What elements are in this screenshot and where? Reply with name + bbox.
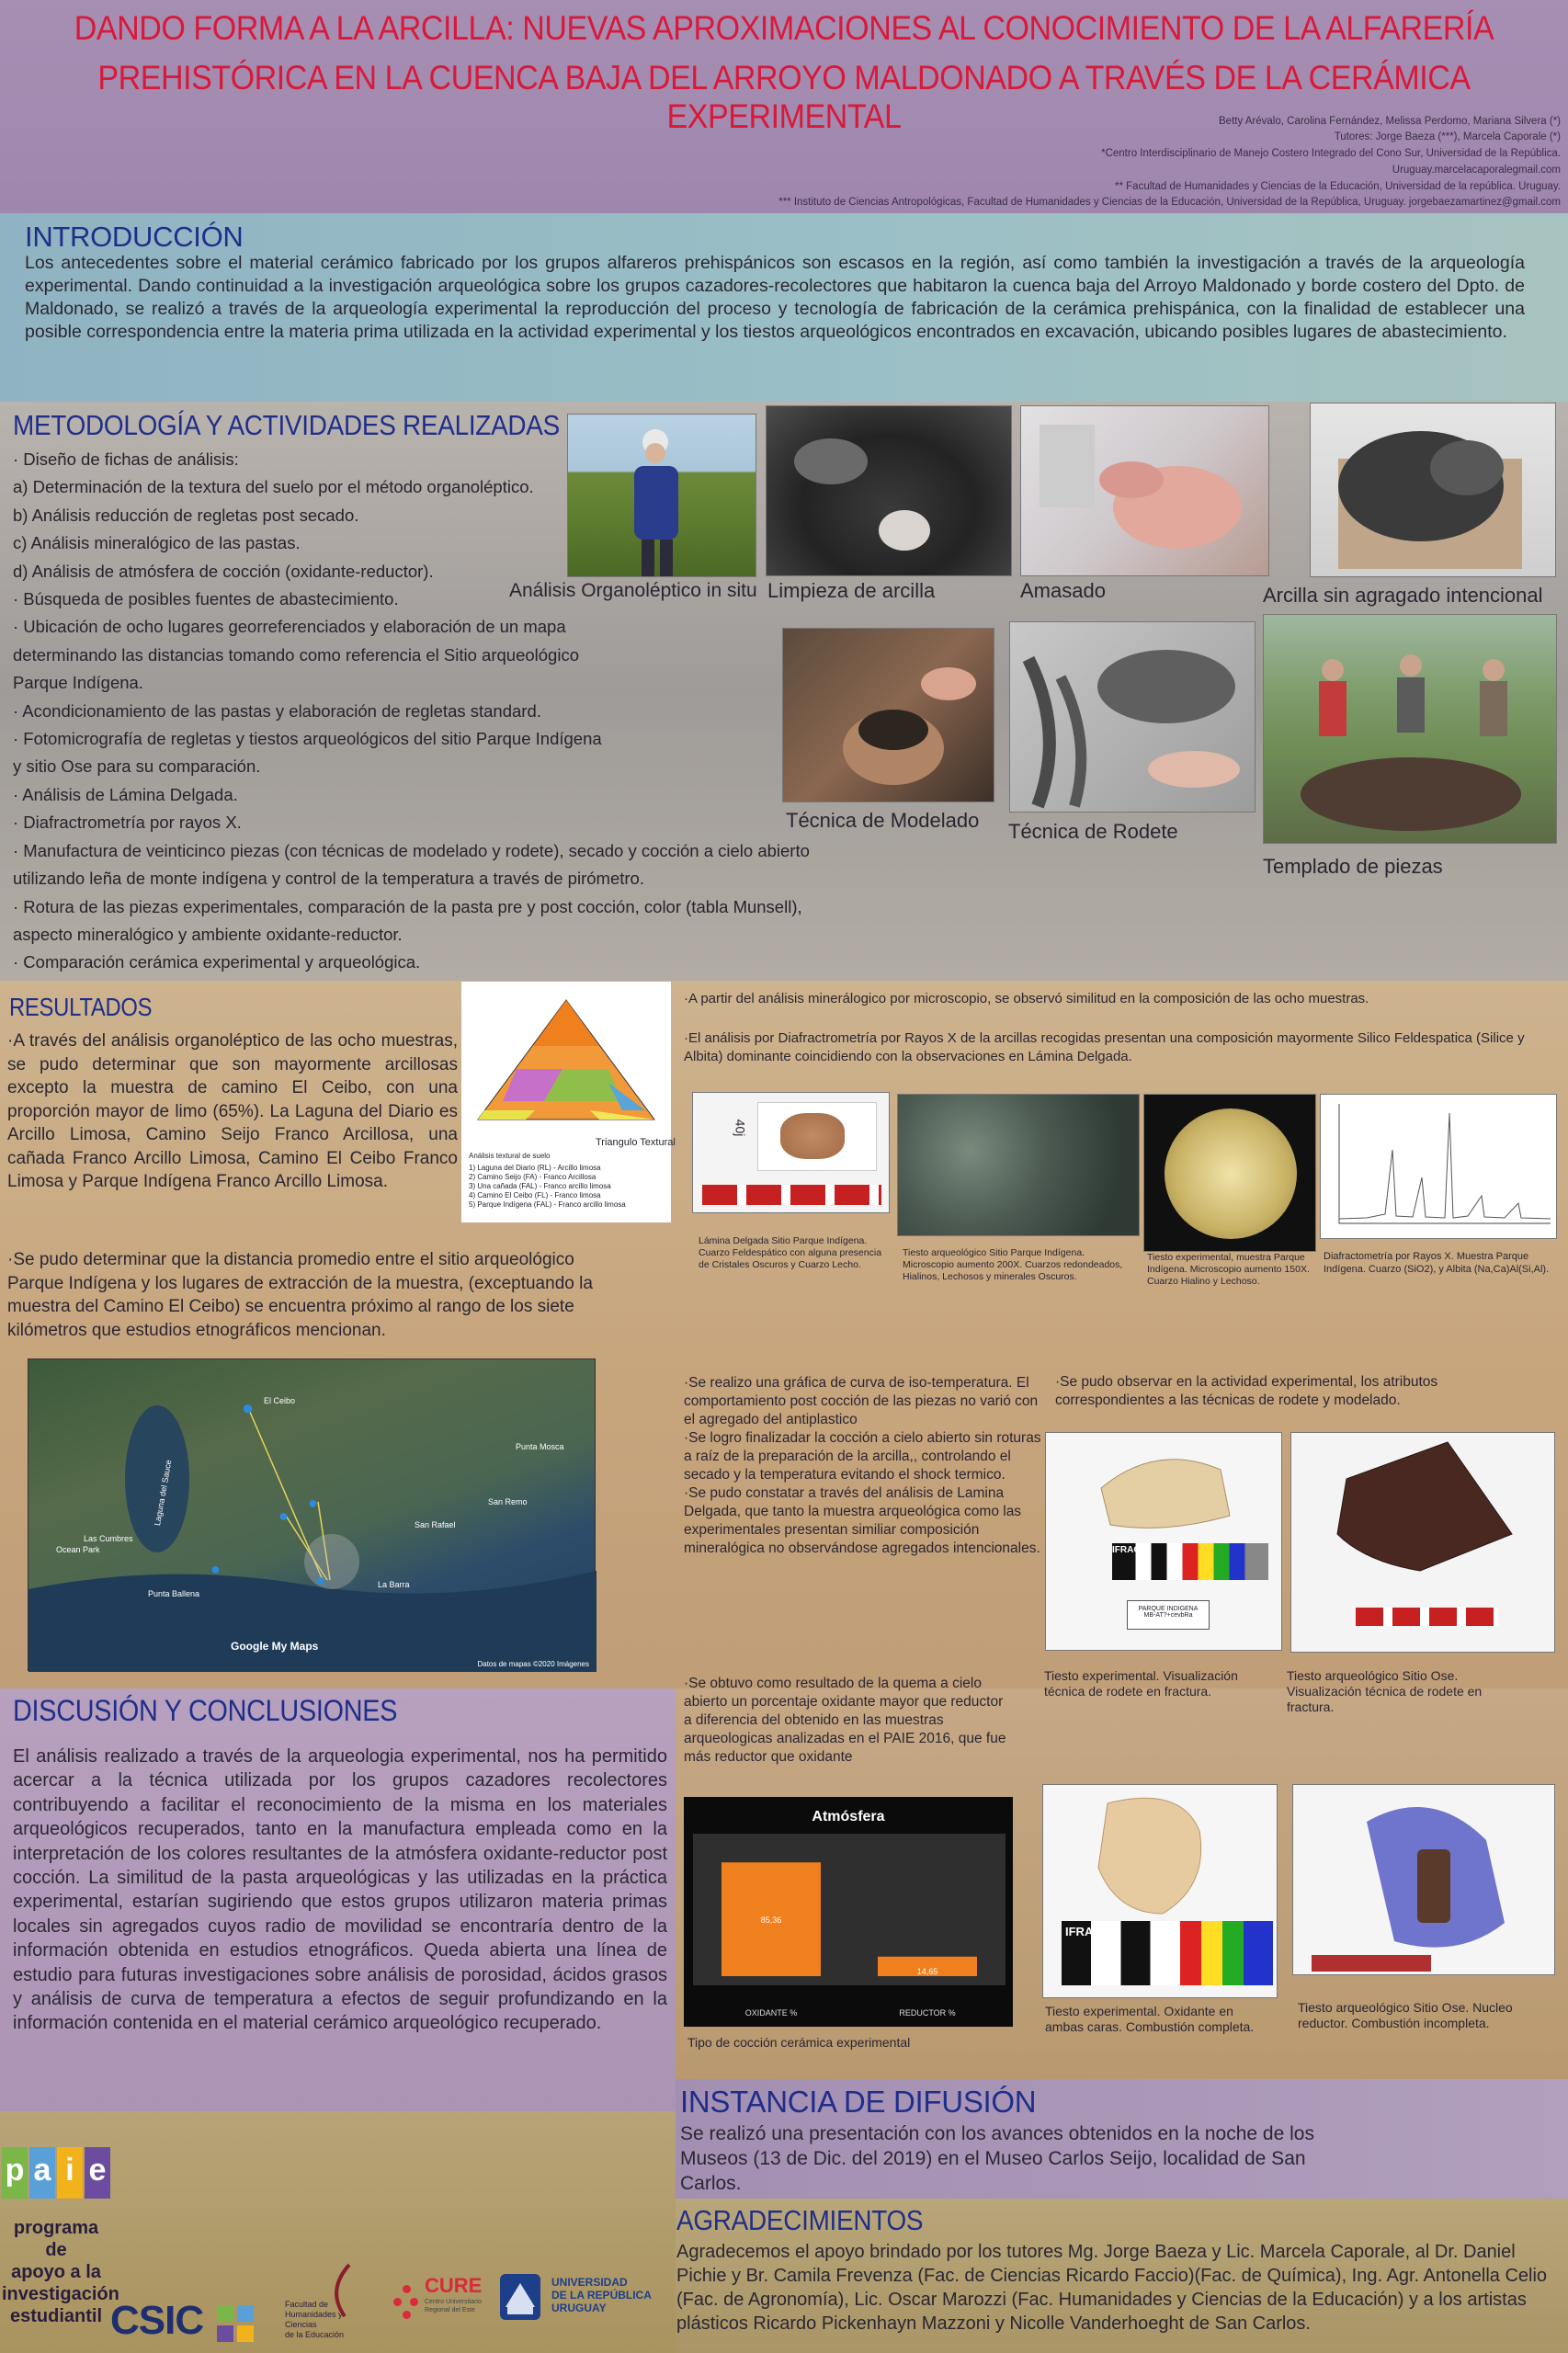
map-pin-icon[interactable]: ● — [308, 1494, 318, 1512]
coil-technique-icon — [1010, 622, 1256, 813]
discusion-heading: DISCUSIÓN Y CONCLUSIONES — [13, 1694, 398, 1727]
tag-site: PARQUE INDIGENA — [1138, 1606, 1199, 1612]
map-label: Punta Ballena — [148, 1589, 200, 1598]
map-attribution: Datos de mapas ©2020 Imágenes — [477, 1660, 589, 1668]
paie-text-line: apoyo a la — [11, 2262, 101, 2282]
caption-lamina: Lámina Delgada Sitio Parque Indígena. Cuarzo Feldespático con alguna presencia de Cristales Oscuros y Cuarzo Lecho. — [699, 1235, 882, 1270]
difusion-text: Se realizó una presentación con los avances obtenidos en la noche de los Museos (13 de Dic. del 2019) en el Museo Carlos Seijo, localidad de San Carlos. — [680, 2123, 1314, 2194]
paie-text — [2, 2217, 119, 2327]
list-item: · Ubicación de ocho lugares georreferenciados y elaboración de un mapa — [13, 617, 566, 637]
list-item: · Búsqueda de posibles fuentes de abastecimiento. — [13, 589, 399, 609]
paie-letter: a — [29, 2147, 55, 2199]
resultados-p2: ·Se pudo determinar que la distancia promedio entre el sitio arqueológico Parque Indígena y los lugares de extracción de la muestra, (exceptuando la muestra del Camino El Ceibo) se encuentra próximo al rango de los siete kilómetros que estudios etnográficos mencionan. — [7, 1250, 593, 1340]
affiliation-2: ** Facultad de Humanidades y Ciencias de la Educación, Universidad de la república. Uruguay. — [1115, 181, 1561, 192]
sample-tag — [1127, 1600, 1210, 1630]
list-item: d) Análisis de atmósfera de cocción (oxidante-reductor). — [13, 561, 434, 581]
list-item: · Manufactura de veinticinco piezas (con técnicas de modelado y rodete), secado y cocción a cielo abierto — [13, 840, 810, 860]
chart-category-label: REDUCTOR % — [899, 2008, 956, 2018]
chart-value-label: 14,65 — [916, 1967, 938, 1976]
scale-bar — [1356, 1608, 1498, 1626]
caption-sin-agregado: Arcilla sin agragado intencional — [1263, 584, 1543, 607]
gloved-hand-icon — [1293, 1785, 1555, 1975]
udelar-line: DE LA REPÚBLICA — [551, 2289, 652, 2302]
poster-title-line-1: DANDO FORMA A LA ARCILLA: NUEVAS APROXIMACIONES AL CONOCIMIENTO DE LA ALFARERÍA — [74, 9, 1494, 47]
legend-item: 3) Una cañada (FAL) - Franco arcillo limosa — [469, 1182, 611, 1190]
photo-modelado — [782, 628, 994, 802]
cure-sub — [425, 2298, 482, 2314]
photo-tiesto-reductor — [1292, 1784, 1555, 1975]
legend-item: 2) Camino Seijo (FA) - Franco Arcillosa — [469, 1173, 597, 1181]
microscope-view — [1165, 1108, 1297, 1239]
resultados-quema: ·Se obtuvo como resultado de la quema a cielo abierto un porcentaje oxidante mayor que reductor a diferencia del obtenido en las muestras arqueologicas analizadas en el PAIE 2016, que fue más reductor que oxidante — [684, 1676, 1006, 1765]
cure-sub-line: Regional del Este — [425, 2307, 475, 2313]
resultados-p1: ·A través del análisis organoléptico de las ocho muestras, se pudo determinar que son mayormente arcillosas excepto la muestra de camino El Ceibo, con una proporción mayor de limo (65%). La Laguna del Diario es Arcillo Limosa, Camino Seijo Franco Arcillosa, una cañada Franco Arcillo Limosa, Camino El Ceibo Franco Limosa y Parque Indígena Franco Arcillo Limosa. — [7, 1031, 458, 1191]
photo-limpieza — [766, 405, 1012, 576]
chart-value-label: 85,36 — [760, 1915, 782, 1926]
map-label: El Ceibo — [264, 1396, 296, 1405]
map-label: Ocean Park — [56, 1545, 100, 1554]
caption-organoleptico: Análisis Organoléptico in situ — [509, 580, 757, 601]
caption-rodete: Técnica de Rodete — [1008, 820, 1178, 843]
list-item: · Diseño de fichas de análisis: — [13, 449, 239, 469]
caption-templado: Templado de piezas — [1263, 855, 1443, 878]
cure-dots-icon — [393, 2285, 421, 2322]
resultados-r2: ·El análisis por Diafractrometría por Rayos X de la arcillas recogidas presentan una composición mayormente Silico Feldespatica (Silice y Albita) dominante coincidiendo con la observaciones en Lámina Delgada. — [684, 1030, 1525, 1064]
tag-code: MB-AT?+cevbRa — [1143, 1612, 1193, 1619]
fhce-line: Humanidades y — [285, 2310, 343, 2319]
agradecimientos-text: Agradecemos el apoyo brindado por los tutores Mg. Jorge Baeza y Lic. Marcela Caporale, al Dr. Daniel Pichie y Br. Camila Frevenza (Fac. de Ciencias Ricardo Faccio)(Fac. de Química), Ing. Agr. Antonella Celio (Fac. de Agronomía), Lic. Oscar Marozzi (Fac. Humanidades y Ciencias de la Educación) y a los artistas plásticos Ricardo Pickenhayn Mazzoni y Nicolle Vanderhoeght de San Carlos. — [676, 2242, 1548, 2334]
udelar-line: URUGUAY — [551, 2302, 607, 2314]
clay-ball-icon — [767, 406, 1012, 576]
authors: Betty Arévalo, Carolina Fernández, Melissa Perdomo, Mariana Silvera (*) — [1219, 116, 1561, 127]
chart-caption: Tipo de cocción cerámica experimental — [687, 2035, 911, 2050]
intro-text: Los antecedentes sobre el material cerámico fabricado por los grupos alfareros prehispánicos son escasos en la región, así como también la investigación a través de la arqueología experimental. Dando continuidad a la investigación arqueológica sobre los grupos cazadores-recolectores que habitaron la cuenca baja del Arroyo Maldonado y borde costero del Dpto. de Maldonado, se realizó a través de la arqueología experimental la reproducción del proceso y tecnología de fabricación de la cerámica prehispánica, con la finalidad de establecer una posible correspondencia entre la materia prima utilizada en la actividad experimental y los tiestos arqueológicos encontrados en excavación, ubicando posibles lugares de abastecimiento. — [25, 253, 1525, 342]
caption-limpieza: Limpieza de arcilla — [767, 579, 936, 602]
difusion-heading: INSTANCIA DE DIFUSIÓN — [680, 2085, 1037, 2119]
caption-tiesto-1: Tiesto experimental. Visualización técnica de rodete en fractura. — [1044, 1668, 1238, 1699]
list-item: · Comparación cerámica experimental y arqueológica. — [13, 952, 421, 972]
caption-tiesto-experimental: Tiesto experimental, muestra Parque Indígena. Microscopio aumento 150X. Cuarzo Hialino y Lechoso. — [1147, 1252, 1310, 1287]
paie-text-line: investigación — [2, 2284, 119, 2304]
legend-item: 1) Laguna del Diario (RL) - Arcillo limosa — [469, 1164, 601, 1172]
agradecimientos-heading: AGRADECIMIENTOS — [676, 2204, 924, 2236]
paie-letter: i — [57, 2147, 83, 2199]
map-pin-icon[interactable]: ● — [242, 1396, 255, 1419]
list-item: · Análisis de Lámina Delgada. — [13, 784, 238, 804]
map-label: Laguna del Sauce — [153, 1459, 174, 1527]
list-item: y sitio Ose para su comparación. — [13, 756, 261, 777]
resultados-iso: ·Se realizo una gráfica de curva de iso-temperatura. El comportamiento post cocción de las piezas no varió con el agregado del antiplastico ·Se logro finalizadar la cocción a cielo abierto sin roturas a raíz de la preparación de la arcilla,, controlando el secado y la temperatura evitando el shock termico. ·Se pudo constatar a través del análisis de Lamina Delgada, que tanto la muestra arqueológica como las experimentales presentan similiar composición mineralógica no observándose agregados intencionales. — [684, 1375, 1041, 1556]
tutors: Tutores: Jorge Baeza (***), Marcela Caporale (*) — [1334, 131, 1561, 142]
photo-amasado — [1020, 405, 1269, 576]
list-item: · Rotura de las piezas experimentales, comparación de la pasta pre y post cocción, color (tabla Munsell), — [13, 896, 802, 916]
discusion-text: El análisis realizado a través de la arqueologia experimental, nos ha permitido acercar a la técnica utilizada por los grupos cazadores recolectores contribuyendo a facilitar el reconocimiento de la misma en los materiales arqueológicos recuperados, tanto en la manufactura empleada como en la interpretación de los colores resultantes de la atmósfera oxidante-reductor post cocción. La similitud de la pasta arqueológicas y las utilizadas en la práctica experimental, estarían sugiriendo que estos grupos utilizaron materia primas locales sin agregados cuyos radio de movilidad se encontraría dentro de la información obtenida en estudios etnográficos. Queda abierta una línea de estudio para futuras investigaciones sobre análisis de porosidad, ácidos grasos y análisis de curva de temperatura a efectos de seguir profundizando en la información contenida en el material cerámico arqueológico recuperado. — [13, 1746, 667, 2034]
fhce-line: Ciencias — [285, 2320, 317, 2329]
shard-icon — [1046, 1433, 1282, 1543]
paie-text-line: estudiantil — [9, 2306, 102, 2326]
shard-icon — [1291, 1433, 1555, 1580]
ifrao-label: IFRAO — [1065, 1925, 1103, 1938]
map-label: La Barra — [378, 1580, 410, 1589]
shard-icon — [1043, 1785, 1278, 1923]
sample — [780, 1113, 845, 1159]
ifrao-label: IFRAO — [1112, 1545, 1142, 1555]
map-label: San Rafael — [415, 1520, 456, 1529]
triangle-caption: Triangulo Textural — [596, 1137, 676, 1148]
chart-title: Atmósfera — [812, 1809, 885, 1824]
list-item: utilizando leña de monte indígena y control de la temperatura a través de pirómetro. — [13, 869, 644, 889]
caption-tiesto-microscopio: Tiesto arqueológico Sitio Parque Indígena. Microscopio aumento 200X. Cuarzos redondeados, Hialinos, Lechosos y minerales Oscuros. — [903, 1247, 1123, 1282]
scale-bar — [702, 1185, 881, 1205]
email-1: Uruguay.marcelacaporalegmail.com — [1392, 165, 1561, 176]
chart-svg — [684, 1797, 1013, 2027]
map-label: Las Cumbres — [84, 1534, 133, 1543]
clay-pile-icon — [1311, 404, 1556, 577]
caption-amasado: Amasado — [1020, 579, 1106, 602]
udelar-line: UNIVERSIDAD — [551, 2276, 628, 2289]
paie-text-line: programa de — [13, 2218, 99, 2260]
resultados-rodete: ·Se pudo observar en la actividad experimental, los atributos correspondientes a las técnicas de rodete y modelado. — [1055, 1374, 1438, 1408]
triangle-legend — [469, 1164, 626, 1210]
paie-letter: p — [2, 2147, 28, 2199]
caption-tiesto-4: Tiesto arqueológico Sitio Ose. Nucleo reductor. Combustión incompleta. — [1298, 2000, 1513, 2030]
list-item: c) Análisis mineralógico de las pastas. — [13, 533, 301, 553]
photo-sin-agregado — [1310, 403, 1556, 577]
legend-item: 4) Camino El Ceibo (FL) - Franco limosa — [469, 1191, 601, 1199]
intro-heading: INTRODUCCIÓN — [25, 221, 244, 253]
caption-modelado: Técnica de Modelado — [786, 809, 980, 832]
map-label: Punta Mosca — [516, 1442, 564, 1451]
list-item: determinando las distancias tomando como referencia el Sitio arqueológico — [13, 644, 579, 665]
map-shapes — [28, 1359, 597, 1672]
map-pin-icon[interactable]: ● — [315, 1571, 325, 1589]
list-item: aspecto mineralógico y ambiente oxidante-reductor. — [13, 924, 403, 944]
affiliation-3: *** Instituto de Ciencias Antropológicas, Facultad de Humanidades y Ciencias de la Educación, Universidad de la República, Uruguay. jorgebaezamartinez@gmail.com — [778, 197, 1561, 208]
photo-tiesto-rodete-exp — [1045, 1432, 1282, 1651]
bonfire-firing-icon — [1264, 615, 1557, 844]
photo-difractometria — [1320, 1094, 1557, 1239]
map-pin-icon[interactable]: ● — [278, 1506, 289, 1525]
photo-rodete — [1009, 621, 1256, 813]
photo-templado — [1263, 614, 1557, 844]
pot-modeling-icon — [783, 629, 994, 802]
caption-tiesto-2: Tiesto arqueológico Sitio Ose. Visualización técnica de rodete en fractura. — [1287, 1668, 1483, 1714]
paie-logo — [2, 2147, 110, 2202]
metodologia-heading: METODOLOGÍA Y ACTIVIDADES REALIZADAS — [13, 409, 560, 441]
photo-tiesto-oxidante — [1042, 1784, 1278, 1998]
person-figure-icon — [568, 415, 756, 577]
paie-letter: e — [85, 2147, 110, 2199]
map-pin-icon[interactable]: ● — [210, 1560, 221, 1578]
triangle-textural — [461, 982, 671, 1222]
slide-label: 40j — [733, 1119, 748, 1137]
csic-mark-icon — [217, 2305, 254, 2342]
list-item: Parque Indígena. — [13, 673, 143, 693]
fhce-line: de la Educación — [285, 2330, 345, 2339]
chart-category-label: OXIDANTE % — [744, 2008, 798, 2018]
texture-triangle-icon — [461, 982, 671, 1129]
hands-kneading-icon — [1021, 406, 1269, 576]
list-item: · Diafractrometría por rayos X. — [13, 813, 242, 833]
map-label: San Remo — [488, 1497, 528, 1506]
list-item: a) Determinación de la textura del suelo por el método organoléptico. — [13, 477, 534, 497]
photo-tiesto-experimental — [1143, 1094, 1316, 1252]
legend-item: 5) Parque Indígena (FAL) - Franco arcillo limosa — [469, 1200, 626, 1209]
photo-organoleptico — [567, 414, 756, 577]
xrd-plot — [1321, 1095, 1557, 1239]
fhce-emblem-icon — [322, 2263, 358, 2318]
caption-difractometria: Diafractometría por Rayos X. Muestra Parque Indígena. Cuarzo (SiO2), y Albita (Na,Ca)Al(Si,Al). — [1324, 1251, 1550, 1275]
photo-tiesto-microscopio — [897, 1094, 1140, 1236]
list-item: b) Análisis reducción de regletas post secado. — [13, 505, 359, 525]
resultados-heading: RESULTADOS — [9, 993, 153, 1021]
triangle-title: Análisis textural de suelo — [469, 1152, 551, 1160]
map[interactable] — [28, 1358, 596, 1671]
udelar-logo — [551, 2276, 652, 2314]
csic-logo: CSIC — [110, 2298, 204, 2343]
photo-tiesto-rodete-arq — [1290, 1432, 1555, 1653]
cure-logo: CURE — [425, 2274, 483, 2297]
affiliation-1: *Centro Interdisciplinario de Manejo Costero Integrado del Cono Sur, Universidad de la República. — [1101, 148, 1561, 159]
poster-title-line-2: PREHISTÓRICA EN LA CUENCA BAJA DEL ARROYO MALDONADO A TRAVÉS DE LA CERÁMICA EXPERIMENTAL — [97, 59, 1471, 135]
caption-tiesto-3: Tiesto experimental. Oxidante en ambas caras. Combustión completa. — [1045, 2004, 1255, 2034]
google-maps-logo: Google My Maps — [231, 1640, 319, 1653]
list-item: · Fotomicrografía de regletas y tiestos arqueológicos del sitio Parque Indígena — [13, 729, 602, 749]
cure-sub-line: Centro Universitario — [425, 2299, 482, 2305]
list-item: · Acondicionamiento de las pastas y elaboración de regletas standard. — [13, 700, 541, 721]
udelar-emblem-icon — [496, 2270, 544, 2324]
resultados-r1: ·A partir del análisis minerálogico por microscopio, se observó similitud en la composición de las ocho muestras. — [684, 991, 1369, 1006]
atmosfera-chart — [684, 1797, 1013, 2027]
photo-lamina-delgada — [692, 1092, 890, 1213]
fhce-line: Facultad de — [285, 2300, 329, 2309]
